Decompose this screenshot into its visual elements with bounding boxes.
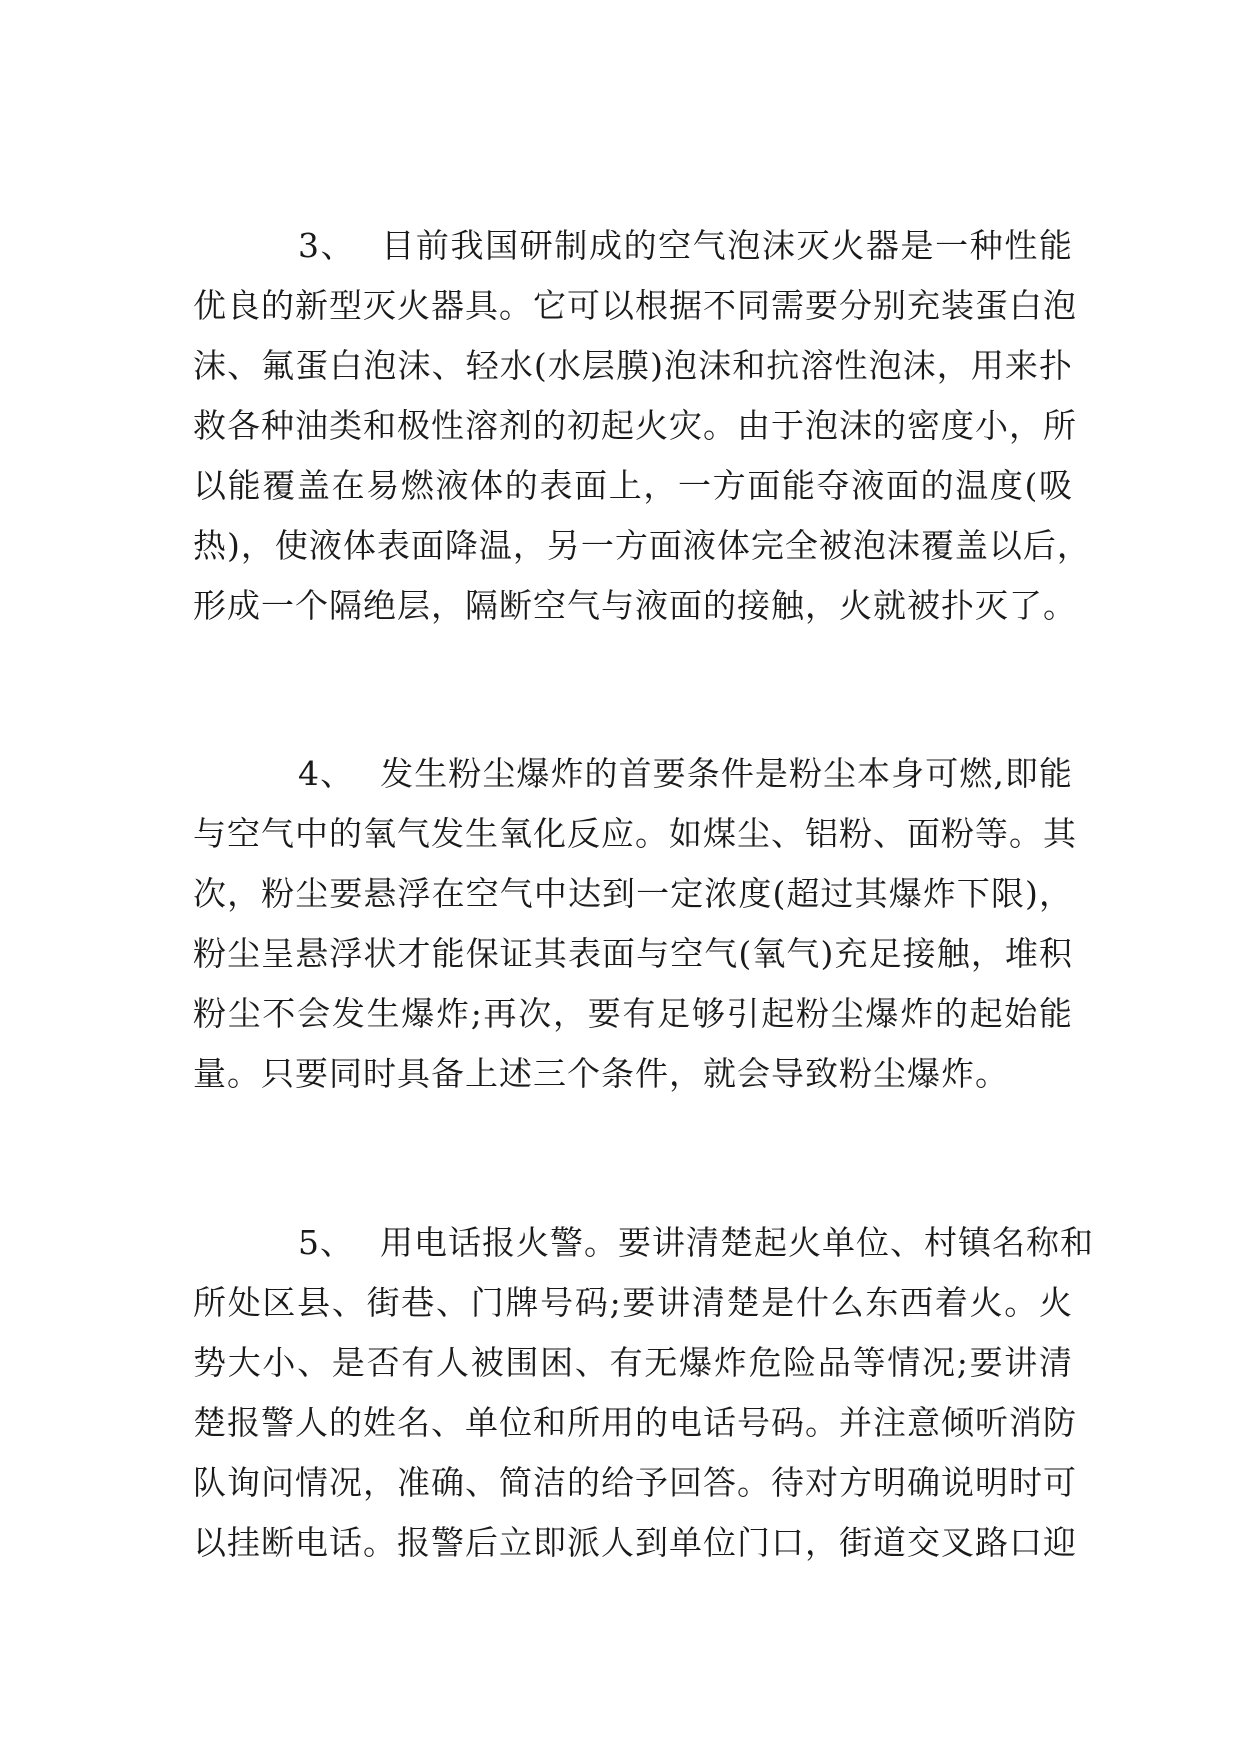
paragraph-line: 沫、氟蛋白泡沫、轻水(水层膜)泡沫和抗溶性泡沫，用来扑 <box>193 346 1073 385</box>
paragraph-line: 救各种油类和极性溶剂的初起火灾。由于泡沫的密度小，所 <box>193 406 1077 445</box>
paragraph-number: 5、 <box>298 1223 354 1262</box>
paragraph-5 <box>193 1213 1094 1573</box>
paragraph-line: 次，粉尘要悬浮在空气中达到一定浓度(超过其爆炸下限)， <box>193 874 1073 913</box>
paragraph-line: 形成一个隔绝层，隔断空气与液面的接触，火就被扑灭了。 <box>193 586 1077 625</box>
paragraph-line: 楚报警人的姓名、单位和所用的电话号码。并注意倾听消防 <box>193 1403 1077 1442</box>
paragraph-line: 4、 发生粉尘爆炸的首要条件是粉尘本身可燃,即能 <box>298 754 1073 793</box>
paragraph-line: 3、 目前我国研制成的空气泡沫灭火器是一种性能 <box>298 226 1073 265</box>
paragraph-line: 势大小、是否有人被围困、有无爆炸危险品等情况;要讲清 <box>193 1343 1073 1382</box>
paragraph-line: 优良的新型灭火器具。它可以根据不同需要分别充装蛋白泡 <box>193 286 1077 325</box>
paragraph-line: 队询问情况，准确、简洁的给予回答。待对方明确说明时可 <box>193 1463 1077 1502</box>
paragraph-number: 4、 <box>298 754 355 793</box>
paragraph-3 <box>193 216 1091 636</box>
paragraph-line: 热)，使液体表面降温，另一方面液体完全被泡沫覆盖以后， <box>193 526 1091 565</box>
paragraph-line: 与空气中的氧气发生氧化反应。如煤尘、铝粉、面粉等。其 <box>193 814 1077 853</box>
paragraph-line: 量。只要同时具备上述三个条件，就会导致粉尘爆炸。 <box>193 1054 1009 1093</box>
paragraph-line: 以挂断电话。报警后立即派人到单位门口，街道交叉路口迎 <box>193 1523 1077 1562</box>
paragraph-line: 以能覆盖在易燃液体的表面上，一方面能夺液面的温度(吸 <box>193 466 1073 505</box>
paragraph-line: 5、 用电话报火警。要讲清楚起火单位、村镇名称和 <box>298 1223 1094 1262</box>
paragraph-line: 粉尘不会发生爆炸;再次，要有足够引起粉尘爆炸的起始能 <box>193 994 1073 1033</box>
paragraph-4 <box>193 744 1077 1104</box>
paragraph-line: 粉尘呈悬浮状才能保证其表面与空气(氧气)充足接触，堆积 <box>193 934 1073 973</box>
paragraph-number: 3、 <box>298 226 356 265</box>
paragraph-line: 所处区县、街巷、门牌号码;要讲清楚是什么东西着火。火 <box>193 1283 1073 1322</box>
